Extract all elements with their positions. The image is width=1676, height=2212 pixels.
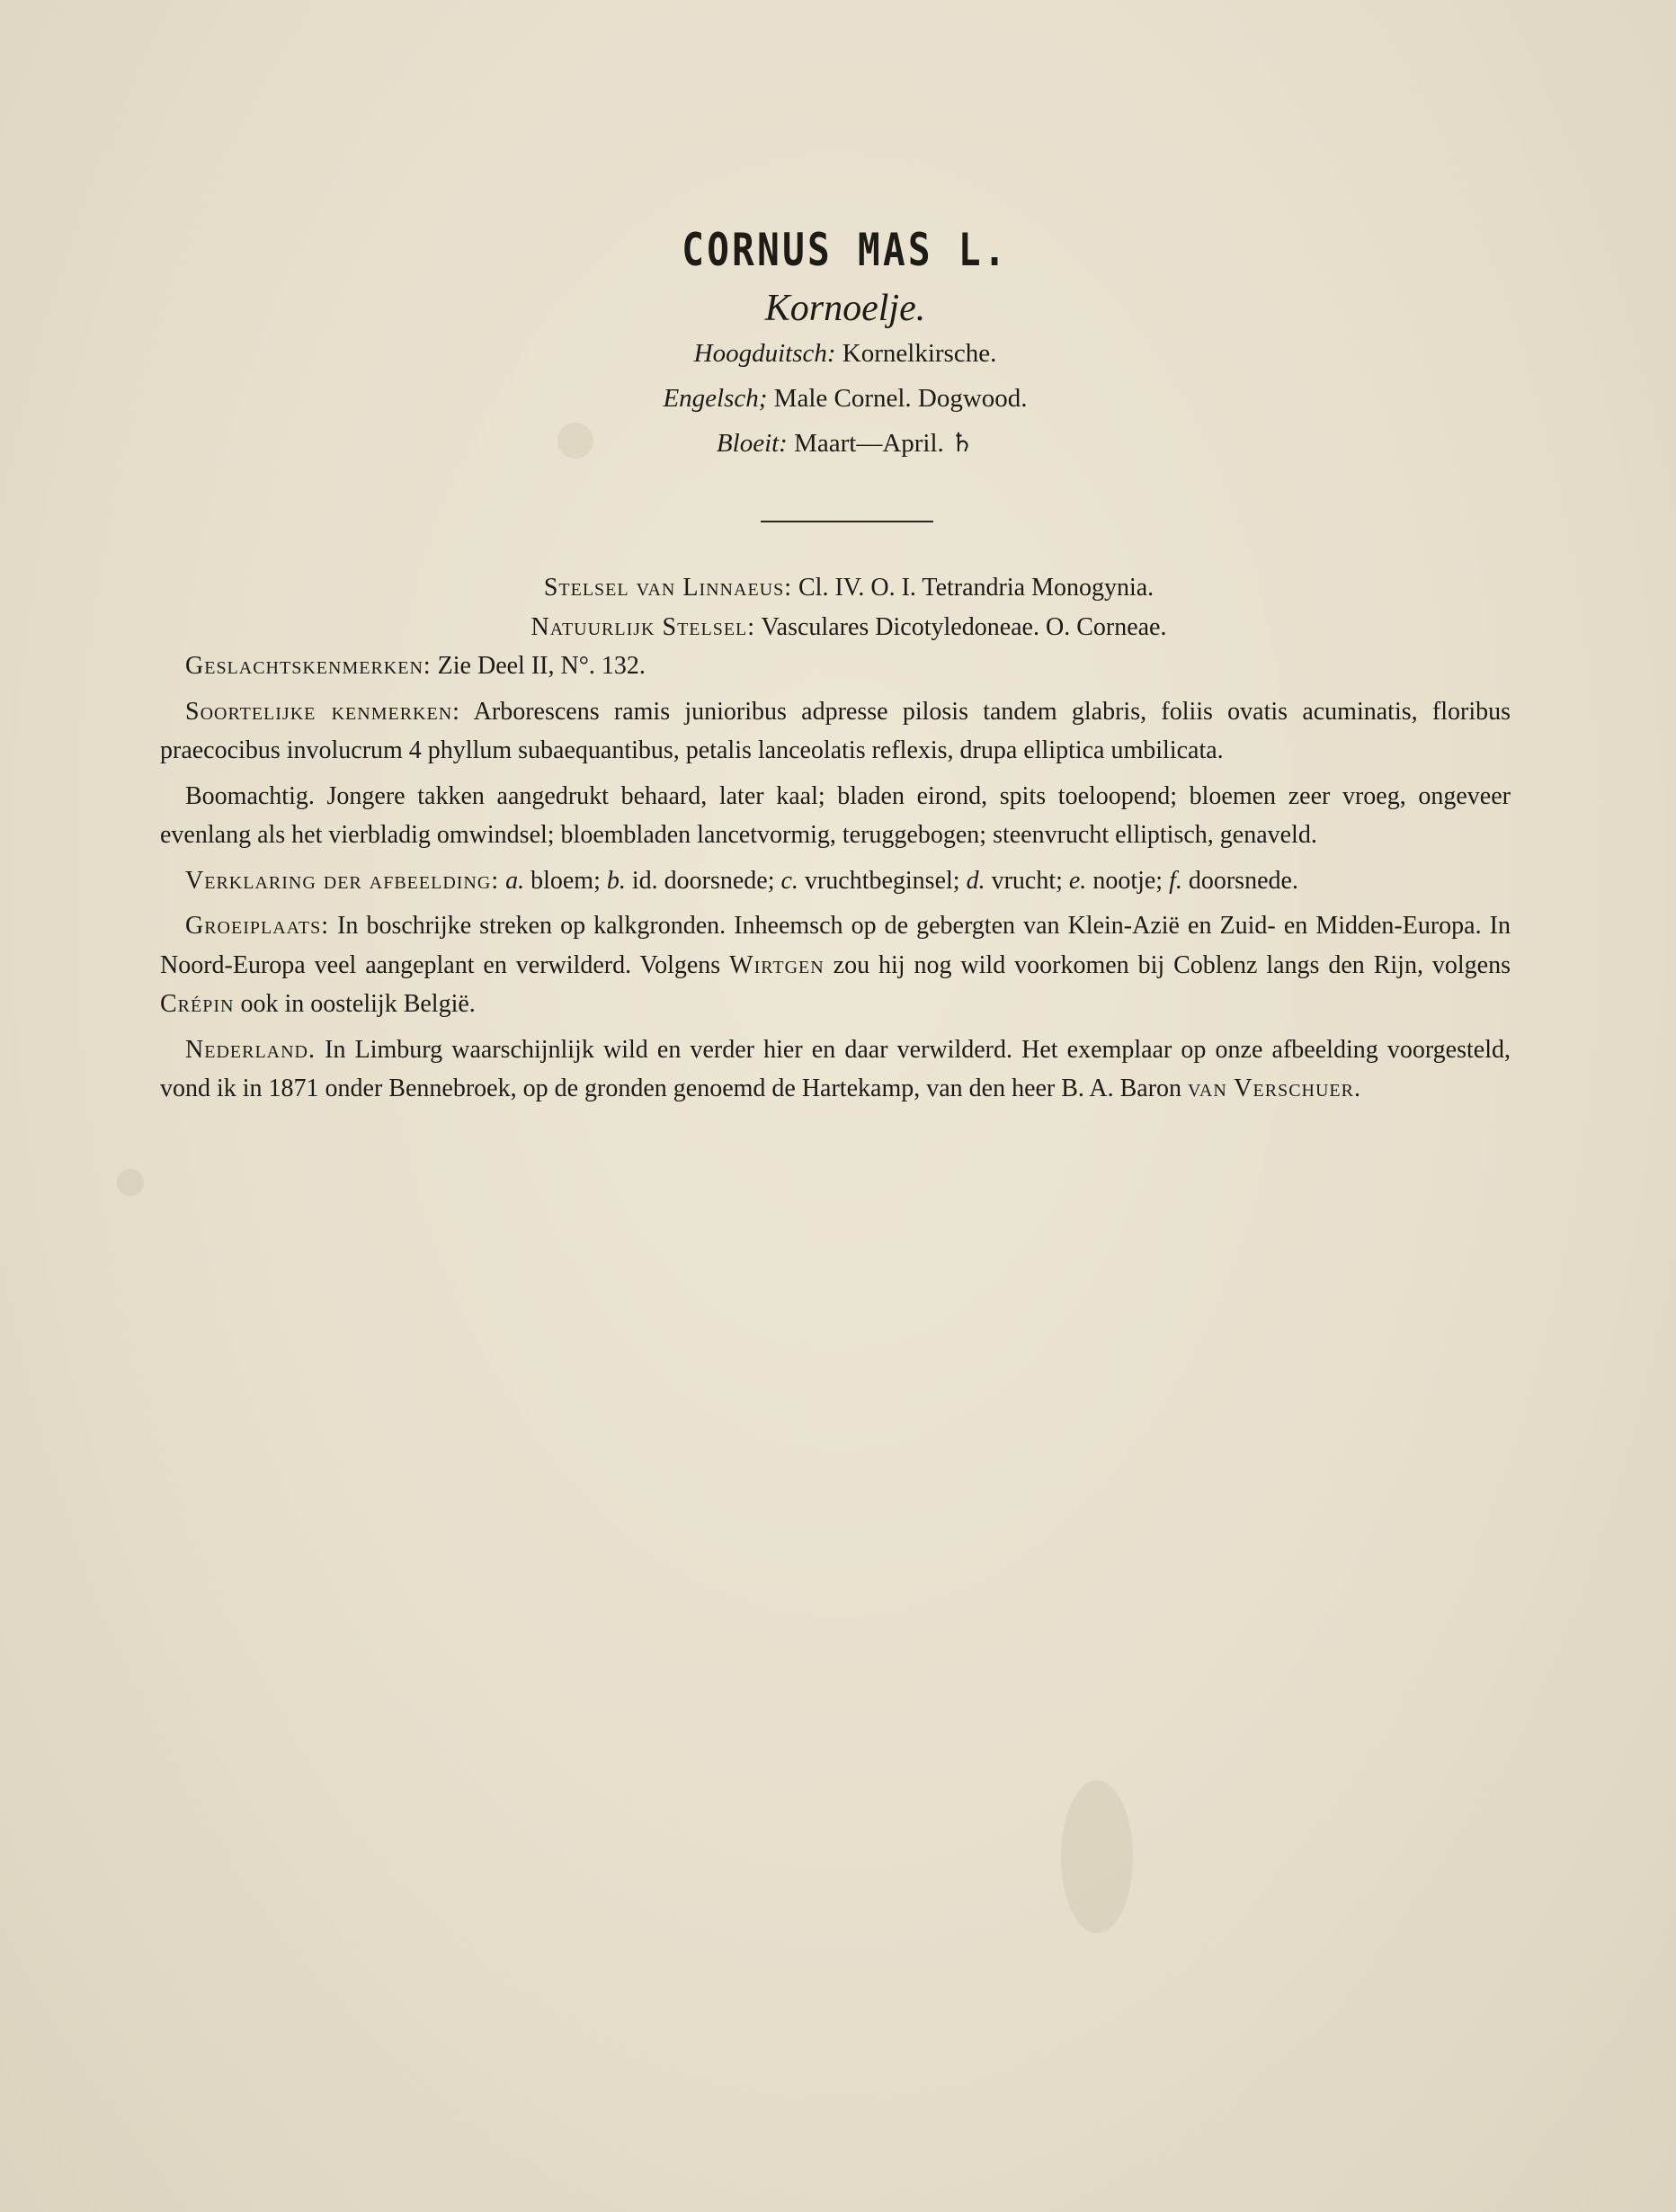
habitat-text-3: ook in oostelijk België. — [234, 990, 476, 1018]
habitat-label: Groeiplaats: — [185, 912, 330, 940]
species-characters — [160, 692, 1511, 771]
netherlands-text: In Limburg waarschijnlijk wild en verder hier en daar verwilderd. Het exemplaar op onze afbeelding voorgesteld, vond ik in 1871 onder Bennebroek, op de gronden genoemd de Hartekamp, van den heer B. A. Baron — [160, 1035, 1511, 1102]
genus-text: Zie Deel II, N°. 132. — [431, 652, 646, 680]
netherlands-label: Nederland. — [185, 1035, 316, 1064]
legend-key-b: b. — [606, 866, 626, 895]
natural-system — [160, 608, 1511, 647]
english-name-line — [486, 376, 1205, 421]
english-name: Male Cornel. Dogwood. — [767, 384, 1028, 413]
paper-stain — [117, 1169, 144, 1196]
legend-label: Verklaring der afbeelding: — [185, 866, 500, 895]
species-label: Soortelijke kenmerken: — [185, 697, 460, 726]
author-wirtgen: Wirtgen — [729, 950, 825, 979]
common-name: Kornoelje. — [764, 288, 926, 329]
author-crepin: Crépin — [160, 990, 235, 1018]
header — [486, 223, 1205, 466]
legend-key-c: c. — [780, 866, 798, 895]
paper-stain — [1061, 1780, 1133, 1933]
german-name-line — [486, 331, 1205, 376]
legend-key-a: a. — [499, 866, 525, 895]
collector-name: van Verschuer. — [1188, 1075, 1361, 1102]
legend-text-a: bloem; — [524, 866, 607, 895]
bloom-period: Maart—April. ♄ — [787, 429, 975, 458]
natural-system-text: Vasculares Dicotyledoneae. O. Corneae. — [755, 612, 1167, 641]
legend-text-c: vruchtbeginsel; — [798, 866, 967, 895]
english-label: Engelsch; — [663, 384, 768, 413]
genus-characters — [160, 647, 1511, 686]
german-name: Kornelkirsche. — [835, 339, 997, 368]
habitat — [160, 906, 1511, 1024]
species-text: Arborescens ramis junioribus adpresse pilosis tandem glabris, foliis ovatis acuminatis, floribus praecocibus involucrum 4 phyllum subaequantibus, petalis lanceolatis reflexis, drupa elliptica umbilicata. — [160, 697, 1511, 764]
legend-text-e: nootje; — [1086, 866, 1170, 895]
linnaeus-system — [160, 568, 1511, 608]
page-title: CORNUS MAS L. — [682, 224, 1009, 276]
legend-key-d: d. — [966, 866, 985, 895]
natural-system-label: Natuurlijk Stelsel: — [530, 612, 756, 641]
figure-legend — [160, 861, 1511, 901]
legend-key-f: f. — [1169, 866, 1182, 895]
legend-text-b: id. doorsnede; — [625, 866, 781, 895]
legend-key-e: e. — [1068, 866, 1087, 895]
legend-text-d: vrucht; — [985, 866, 1069, 895]
habitat-text-1: In boschrijke streken op kalkgronden. Inheemsch op de gebergten van Klein-Azië en Zuid- en Midden-Europa. In Noord-Europa veel aangeplant en verwilderd. Volgens — [160, 912, 1511, 979]
bloom-line — [486, 421, 1205, 466]
genus-label: Geslachtskenmerken: — [185, 652, 432, 680]
linnaeus-label: Stelsel van Linnaeus: — [543, 574, 792, 602]
description-body — [160, 568, 1511, 1115]
bloom-label: Bloeit: — [716, 429, 788, 458]
german-label: Hoogduitsch: — [693, 339, 836, 368]
linnaeus-text: Cl. IV. O. I. Tetrandria Monogynia. — [792, 574, 1154, 602]
netherlands-distribution — [160, 1030, 1511, 1109]
divider — [761, 521, 933, 522]
habitat-text-2: zou hij nog wild voorkomen bij Coblenz langs den Rijn, volgens — [824, 950, 1511, 979]
dutch-description: Boomachtig. Jongere takken aangedrukt behaard, later kaal; bladen eirond, spits toeloopend; bloemen zeer vroeg, ongeveer evenlang als het vierbladig omwindsel; bloembladen lancetvormig, teruggebogen; steenvrucht elliptisch, genaveld. — [160, 781, 1511, 849]
legend-text-f: doorsnede. — [1181, 866, 1298, 895]
